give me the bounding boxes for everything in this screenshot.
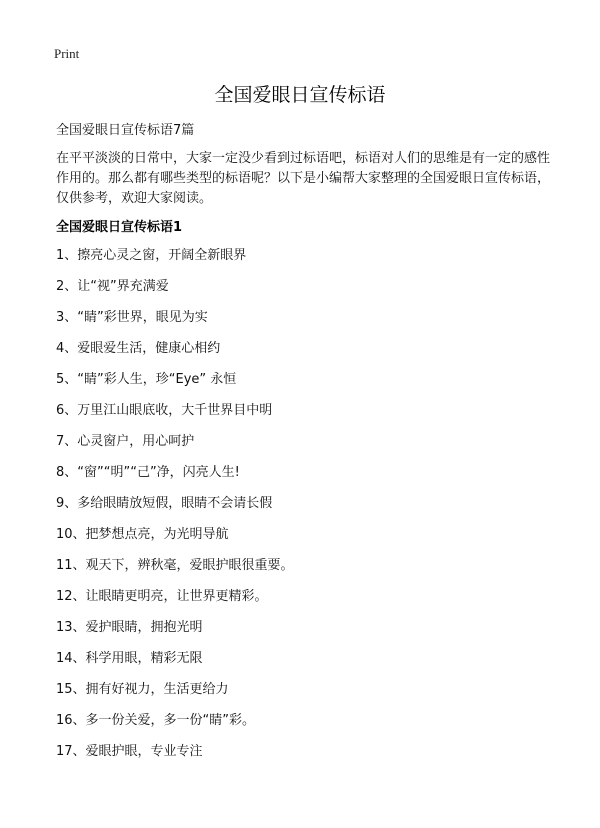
slogan-item: 17、爱眼护眼，专业专注 bbox=[56, 744, 203, 759]
slogan-item: 5、“睛”彩人生，珍“Eye” 永恒 bbox=[56, 372, 237, 387]
slogan-item: 7、心灵窗户，用心呵护 bbox=[56, 434, 195, 449]
slogan-item: 3、“睛”彩世界，眼见为实 bbox=[56, 310, 208, 325]
print-link[interactable]: Print bbox=[54, 46, 80, 61]
slogan-item: 13、爱护眼睛，拥抱光明 bbox=[56, 620, 203, 635]
slogan-item: 8、“窗”“明”“己”净，闪亮人生! bbox=[56, 465, 240, 480]
slogan-list bbox=[56, 246, 294, 773]
intro-paragraph: 在平平淡淡的日常中，大家一定没少看到过标语吧，标语对人们的思维是有一定的感性作用的。那么都有哪些类型的标语呢？以下是小编帮大家整理的全国爱眼日宣传标语，仅供参考，欢迎大家阅读。 bbox=[56, 151, 551, 206]
slogan-item: 15、拥有好视力，生活更给力 bbox=[56, 682, 229, 697]
slogan-item: 9、多给眼睛放短假，眼睛不会请长假 bbox=[56, 496, 273, 511]
slogan-item: 12、让眼睛更明亮，让世界更精彩。 bbox=[56, 589, 268, 604]
slogan-item: 14、科学用眼，精彩无限 bbox=[56, 651, 203, 666]
document-title: 全国爱眼日宣传标语 bbox=[214, 84, 386, 106]
slogan-item: 1、擦亮心灵之窗，开阔全新眼界 bbox=[56, 248, 247, 263]
slogan-item: 16、多一份关爱，多一份“睛”彩。 bbox=[56, 713, 256, 728]
slogan-item: 6、万里江山眼底收，大千世界目中明 bbox=[56, 403, 273, 418]
slogan-item: 11、观天下，辨秋毫，爱眼护眼很重要。 bbox=[56, 558, 294, 573]
slogan-item: 10、把梦想点亮，为光明导航 bbox=[56, 527, 229, 542]
slogan-item: 2、让“视”界充满爱 bbox=[56, 279, 169, 294]
document-subtitle: 全国爱眼日宣传标语7篇 bbox=[56, 123, 195, 138]
section-heading: 全国爱眼日宣传标语1 bbox=[56, 220, 183, 235]
slogan-item: 4、爱眼爱生活，健康心相约 bbox=[56, 341, 221, 356]
